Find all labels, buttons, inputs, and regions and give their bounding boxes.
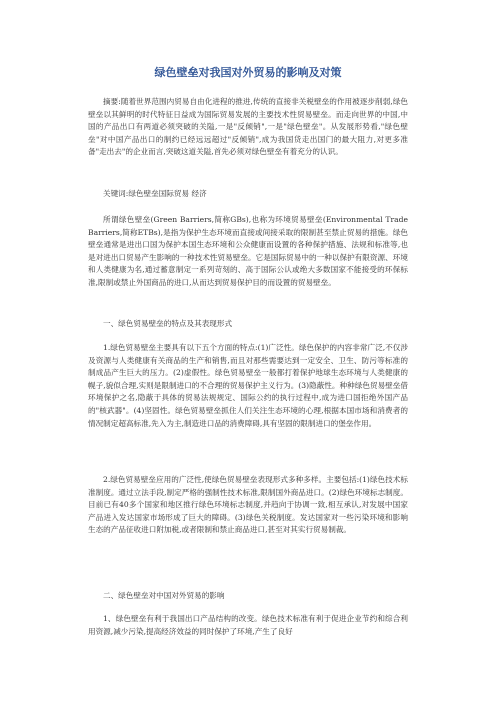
abstract-paragraph: 摘要:随着世界范围内贸易自由化进程的推进,传统的直接非关税壁垒的作用被逐步削弱,绿色壁垒以其鲜明的时代特征日益成为国际贸易发展的主要技术性贸易壁垒。而走向世界的中国,中国的产品出口有两道必须突破的关隘,一是"反倾销",一是"绿色壁垒"。从发展形势看,"绿色壁垒"对中国产品出口的制约已经远远超过"反倾销",成为我国货走出国门的最大阻力,对更多准备"走出去"的企业而言,突破这道关隘,首先必须对绿色壁垒有着充分的认识。: [88, 97, 408, 157]
section-1-paragraph-1: 1.绿色贸易壁垒主要具有以下五个方面的特点:(1)广泛性。绿色保护的内容非常广泛,不仅涉及资源与人类健康有关商品的生产和销售,而且对那些需要达到一定安全、卫生、防污等标准的制成品产生巨大的压力。(2)虚假性。绿色贸易壁垒一般都打着保护地球生态环境与人类健康的幌子,貌似合理,实则是限制进口的不合理的贸易保护主义行为。(3)隐蔽性。种种绿色贸易壁垒借环境保护之名,隐蔽于具体的贸易法规规定、国际公约的执行过程中,成为进口国拒绝外国产品的"核武器"。(4)坚固性。绿色贸易壁垒抓住人们关注生态环境的心理,根据本国市场和消费者的情况制定超高标准,先入为主,制造进口品的消费障碍,具有坚固的限制进口的堡垒作用。: [88, 343, 408, 428]
document-title: 绿色壁垒对我国对外贸易的影响及对策: [154, 66, 342, 79]
section-2-paragraph-1: 1、绿色壁垒有利于我国出口产品结构的改变。绿色技术标准有利于促进企业节约和综合利用资源,减少污染,提高经济效益的同时保护了环境,产生了良好: [88, 614, 408, 636]
section-2-heading: 二、绿色壁垒对中国对外贸易的影响: [103, 591, 225, 600]
keywords-line: 关键词:绿色壁垒国际贸易 经济: [103, 189, 207, 198]
section-1-heading: 一、绿色贸易壁垒的特点及其表现形式: [103, 319, 233, 328]
section-1-paragraph-2: 2.绿色贸易壁垒应用的广泛性,使绿色贸易壁垒表现形式多种多样。主要包括:(1)绿色技术标准制度。通过立法手段,制定严格的强制性技术标准,限制国外商品进口。(2)绿色环境标志制度。目前已有40多个国家和地区推行绿色环境标志制度,并趋向于协调一致,相互承认,对发展中国家产品进入发达国家市场形成了巨大的障碍。(3)绿色关税制度。发达国家对一些污染环境和影响生态的产品征收进口附加税,或者限制和禁止商品进口,甚至对其实行贸易制裁。: [88, 475, 408, 535]
intro-paragraph: 所谓绿色壁垒(Green Barriers,简称GBs),也称为环境贸易壁垒(Environmental Trade Barriers,简称ETBs),是指为保护生态环境而直接或间接采取的限制甚至禁止贸易的措施。绿色壁垒通常是进出口国为保护本国生态环境和公众健康而设置的各种保护措施、法规和标准等,也是对进出口贸易产生影响的一种技术性贸易壁垒。它是国际贸易中的一种以保护有限资源、环境和人类健康为名,通过蓄意制定一系列苛刻的、高于国际公认或绝大多数国家不能接受的环保标准,限制或禁止外国商品的进口,从而达到贸易保护目的而设置的贸易壁垒。: [88, 215, 408, 287]
